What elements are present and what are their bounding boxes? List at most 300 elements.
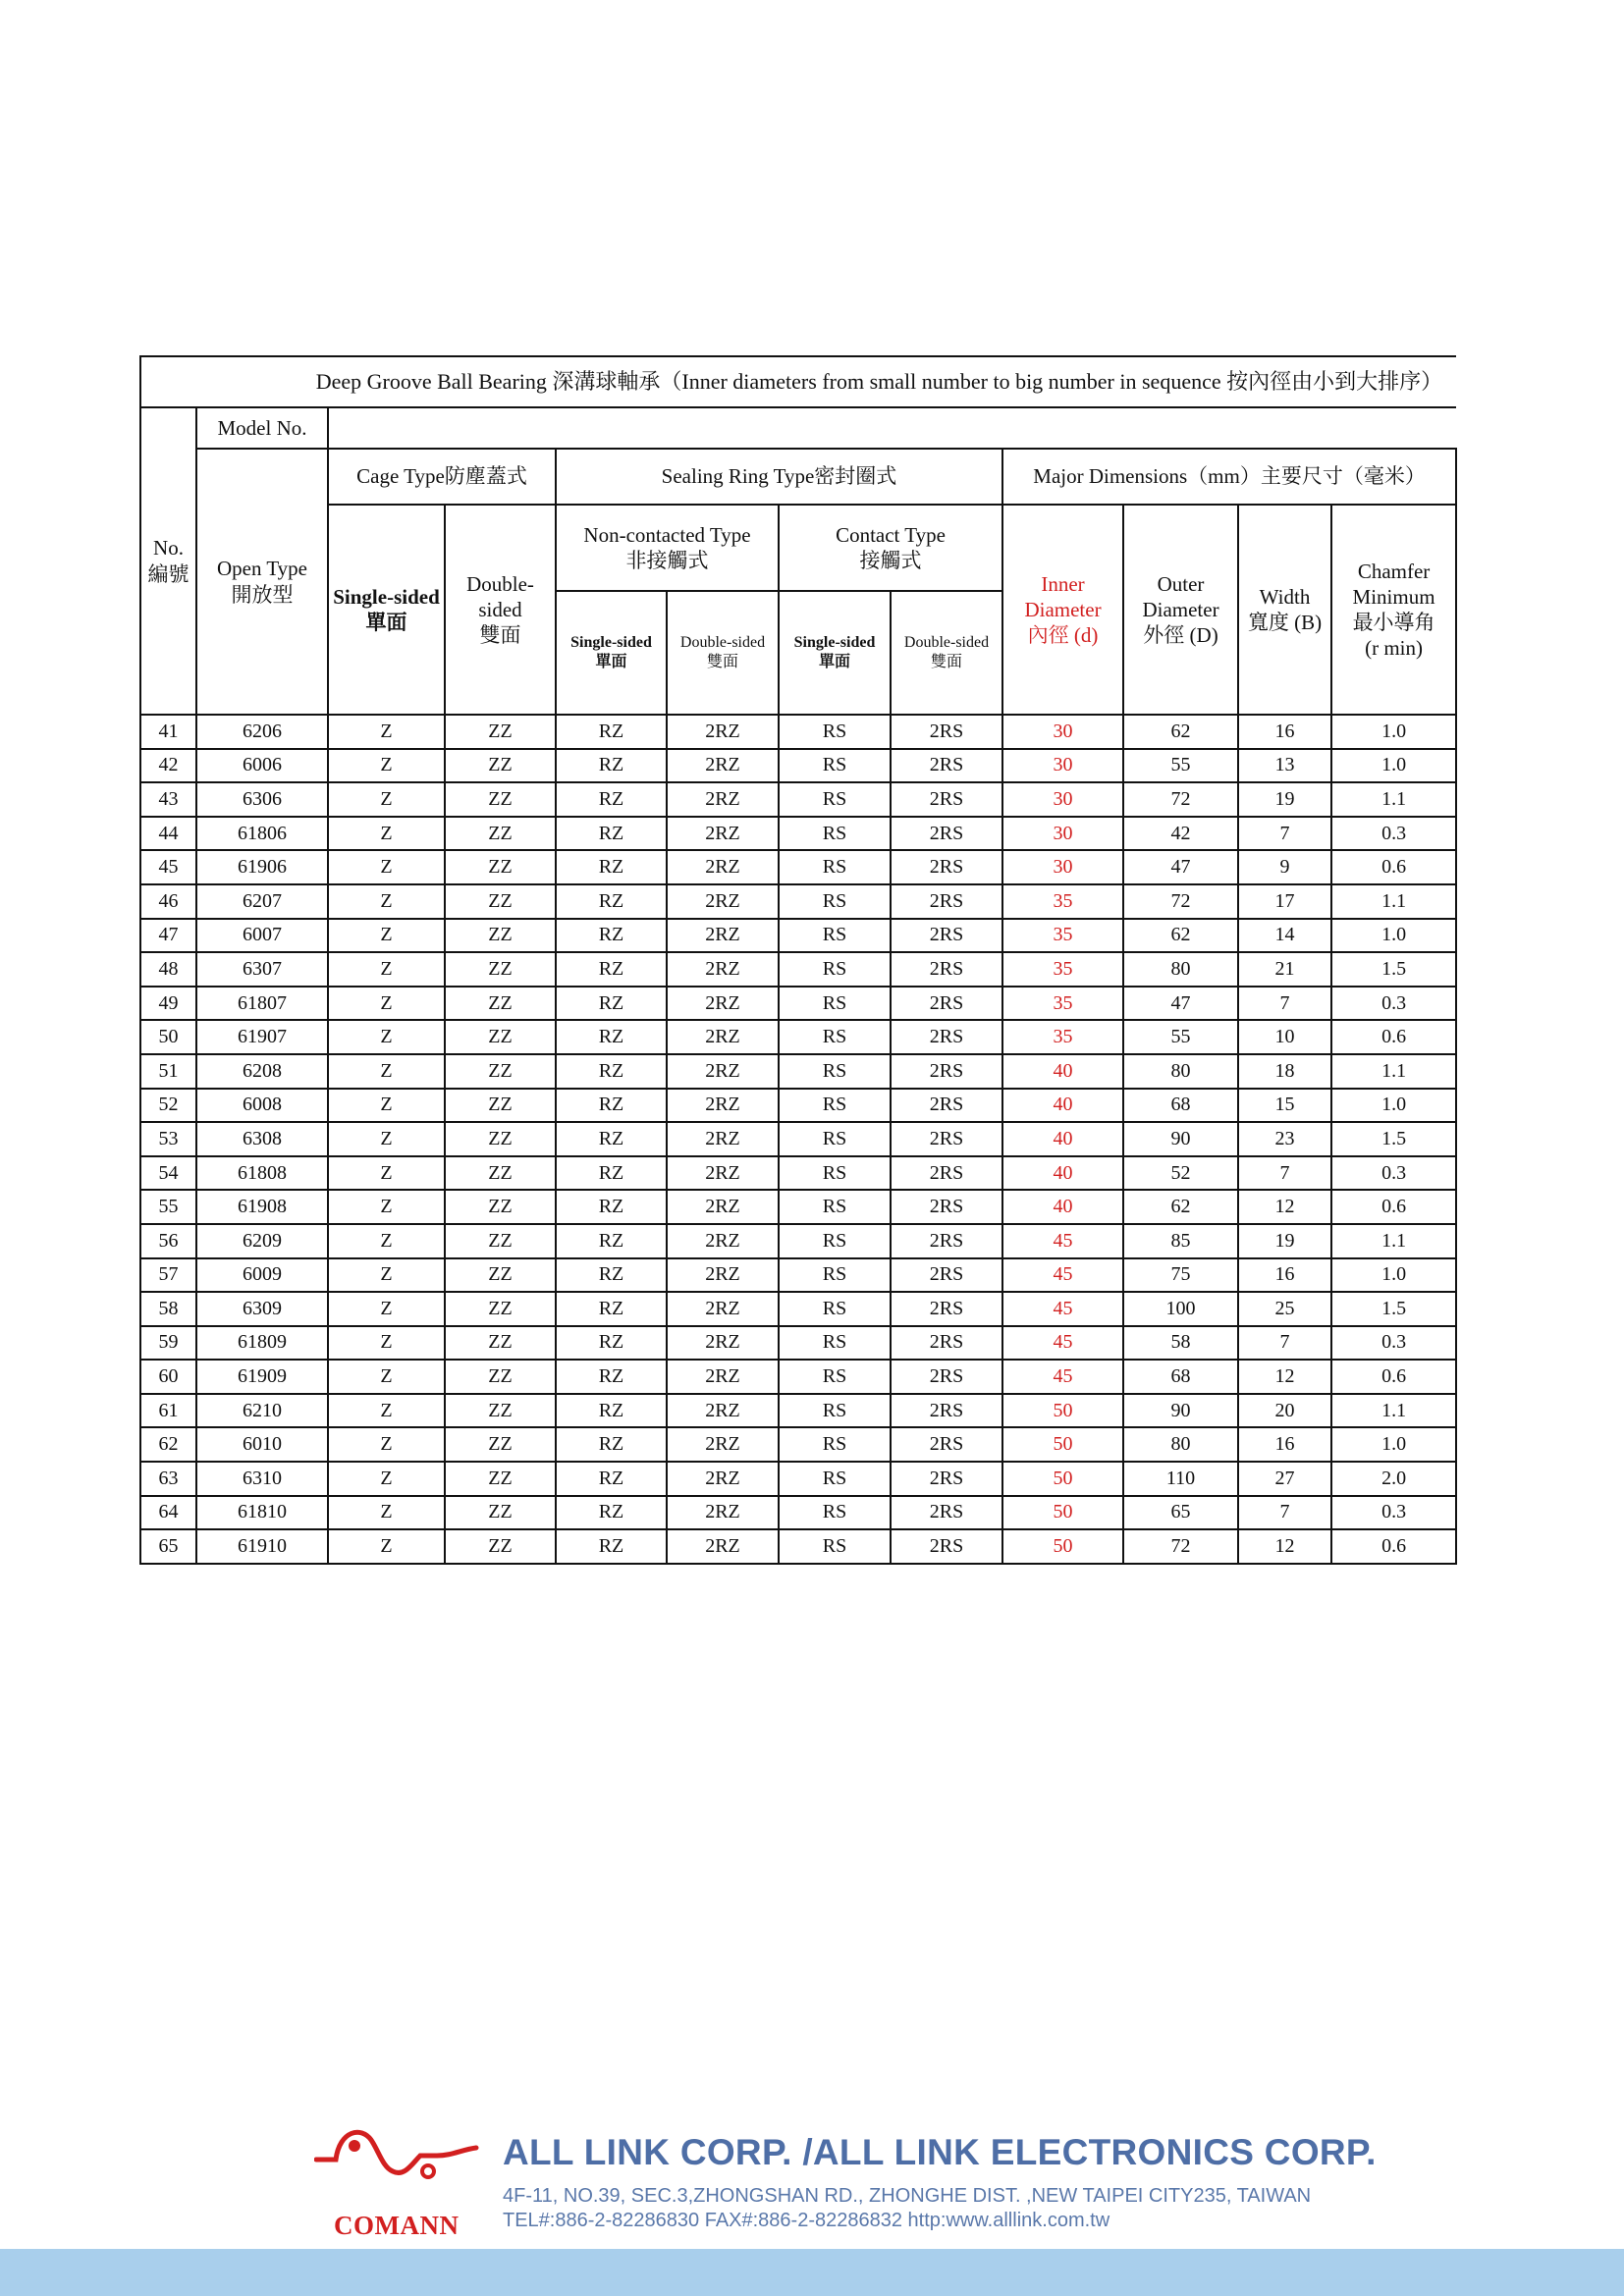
header-no-zh: 編號	[147, 561, 189, 586]
table-cell: RZ	[556, 850, 667, 884]
table-cell: 2RZ	[667, 952, 779, 987]
table-cell: 1.5	[1331, 1292, 1456, 1326]
table-cell: 50	[1002, 1529, 1123, 1564]
table-cell: 45	[1002, 1360, 1123, 1394]
header-outer-2: Diameter	[1142, 597, 1219, 621]
table-row	[140, 1089, 1456, 1123]
table-cell: 110	[1123, 1462, 1238, 1496]
table-cell: 6210	[196, 1394, 328, 1428]
header-chamfer-2: Minimum	[1352, 584, 1435, 609]
table-cell: 20	[1238, 1394, 1331, 1428]
table-cell: 6008	[196, 1089, 328, 1123]
table-cell: 12	[1238, 1529, 1331, 1564]
table-cell: 30	[1002, 782, 1123, 817]
table-cell: 7	[1238, 1156, 1331, 1191]
table-cell: ZZ	[445, 1427, 556, 1462]
table-cell: 0.6	[1331, 850, 1456, 884]
header-cage-double-en: Double-sided	[466, 571, 534, 621]
table-cell: 2RZ	[667, 1156, 779, 1191]
table-cell: 63	[140, 1462, 196, 1496]
header-cage-single-zh: 單面	[365, 611, 407, 634]
table-cell: RZ	[556, 884, 667, 919]
table-cell: RS	[779, 1054, 891, 1089]
table-cell: Z	[328, 1258, 445, 1293]
company-address: 4F-11, NO.39, SEC.3,ZHONGSHAN RD., ZHONGHE DIST. ,NEW TAIPEI CITY235, TAIWAN	[503, 2185, 1312, 2207]
table-cell: ZZ	[445, 1360, 556, 1394]
table-cell: 2RZ	[667, 1427, 779, 1462]
table-cell: 0.3	[1331, 987, 1456, 1021]
table-cell: 62	[140, 1427, 196, 1462]
table-cell: 48	[140, 952, 196, 987]
header-no-en: No.	[153, 536, 184, 561]
table-cell: Z	[328, 1224, 445, 1258]
table-cell: 2RS	[891, 1427, 1002, 1462]
table-cell: ZZ	[445, 1496, 556, 1530]
table-cell: 80	[1123, 952, 1238, 987]
table-cell: 2RS	[891, 1122, 1002, 1156]
table-cell: 19	[1238, 1224, 1331, 1258]
header-inner-2: Diameter	[1024, 597, 1102, 621]
table-cell: 47	[140, 919, 196, 953]
table-cell: 68	[1123, 1089, 1238, 1123]
table-cell: 12	[1238, 1360, 1331, 1394]
table-cell: Z	[328, 952, 445, 987]
table-cell: ZZ	[445, 817, 556, 851]
table-cell: Z	[328, 1156, 445, 1191]
table-cell: 6207	[196, 884, 328, 919]
table-cell: 6308	[196, 1122, 328, 1156]
table-cell: 9	[1238, 850, 1331, 884]
table-cell: 7	[1238, 987, 1331, 1021]
table-cell: 1.1	[1331, 1394, 1456, 1428]
table-cell: RS	[779, 987, 891, 1021]
table-cell: 6307	[196, 952, 328, 987]
table-cell: RS	[779, 715, 891, 749]
table-row	[140, 952, 1456, 987]
table-cell: 43	[140, 782, 196, 817]
table-cell: 1.0	[1331, 1427, 1456, 1462]
header-cage-single	[328, 505, 445, 715]
table-cell: ZZ	[445, 1190, 556, 1224]
table-cell: 16	[1238, 1258, 1331, 1293]
table-cell: 62	[1123, 1190, 1238, 1224]
table-cell: 85	[1123, 1224, 1238, 1258]
table-cell: Z	[328, 1326, 445, 1361]
table-cell: 0.6	[1331, 1529, 1456, 1564]
table-cell: 27	[1238, 1462, 1331, 1496]
header-contact-zh: 接觸式	[859, 549, 922, 572]
table-row	[140, 715, 1456, 749]
header-model-no: Model No.	[196, 407, 328, 449]
table-cell: 65	[140, 1529, 196, 1564]
header-open-type	[196, 449, 328, 715]
table-cell: 10	[1238, 1020, 1331, 1054]
table-cell: 72	[1123, 884, 1238, 919]
table-cell: 55	[1123, 749, 1238, 783]
table-cell: Z	[328, 1529, 445, 1564]
table-cell: 64	[140, 1496, 196, 1530]
header-outer-3: 外徑 (D)	[1143, 623, 1218, 648]
header-contact-en: Contact Type	[836, 522, 946, 547]
header-chamfer	[1331, 505, 1456, 715]
table-cell: 2RZ	[667, 884, 779, 919]
table-cell: 2RS	[891, 1224, 1002, 1258]
table-cell: Z	[328, 919, 445, 953]
table-row	[140, 1394, 1456, 1428]
table-cell: 18	[1238, 1054, 1331, 1089]
table-cell: 80	[1123, 1427, 1238, 1462]
table-cell: Z	[328, 1020, 445, 1054]
table-cell: 90	[1123, 1394, 1238, 1428]
table-cell: 0.3	[1331, 1326, 1456, 1361]
table-cell: ZZ	[445, 1156, 556, 1191]
table-cell: 56	[140, 1224, 196, 1258]
table-row	[140, 1427, 1456, 1462]
header-width-2: 寬度 (B)	[1247, 611, 1323, 634]
table-cell: 55	[1123, 1020, 1238, 1054]
table-cell: 30	[1002, 715, 1123, 749]
table-cell: Z	[328, 1122, 445, 1156]
header-contact-double-en: Double-sided	[903, 634, 990, 651]
header-noncontact-single-zh: 單面	[595, 654, 627, 670]
table-cell: 61806	[196, 817, 328, 851]
table-cell: RZ	[556, 1360, 667, 1394]
header-noncontact-double	[667, 591, 779, 715]
header-inner-diameter	[1002, 505, 1123, 715]
table-cell: 47	[1123, 850, 1238, 884]
table-cell: Z	[328, 1054, 445, 1089]
table-cell: 1.0	[1331, 919, 1456, 953]
table-cell: 58	[140, 1292, 196, 1326]
table-cell: 40	[1002, 1190, 1123, 1224]
table-cell: Z	[328, 884, 445, 919]
table-cell: 68	[1123, 1360, 1238, 1394]
table-cell: 25	[1238, 1292, 1331, 1326]
table-cell: 2RZ	[667, 1360, 779, 1394]
header-width-1: Width	[1259, 584, 1311, 609]
table-cell: ZZ	[445, 1089, 556, 1123]
table-cell: 57	[140, 1258, 196, 1293]
table-cell: RS	[779, 1360, 891, 1394]
header-noncontact-single	[556, 591, 667, 715]
table-cell: RS	[779, 1020, 891, 1054]
table-row	[140, 987, 1456, 1021]
table-cell: 23	[1238, 1122, 1331, 1156]
table-cell: RZ	[556, 1394, 667, 1428]
header-open-type-zh: 開放型	[231, 582, 294, 607]
table-row	[140, 1054, 1456, 1089]
table-cell: 12	[1238, 1190, 1331, 1224]
table-cell: 35	[1002, 987, 1123, 1021]
table-cell: 61807	[196, 987, 328, 1021]
table-cell: 1.0	[1331, 749, 1456, 783]
table-cell: 45	[1002, 1258, 1123, 1293]
table-cell: 14	[1238, 919, 1331, 953]
table-row	[140, 1258, 1456, 1293]
table-cell: 61910	[196, 1529, 328, 1564]
table-cell: 50	[1002, 1427, 1123, 1462]
table-cell: RZ	[556, 1089, 667, 1123]
table-cell: 61809	[196, 1326, 328, 1361]
table-row	[140, 1529, 1456, 1564]
table-cell: RZ	[556, 919, 667, 953]
table-cell: RS	[779, 952, 891, 987]
table-cell: Z	[328, 1089, 445, 1123]
header-inner-1: Inner	[1041, 571, 1085, 596]
table-cell: 2RZ	[667, 1122, 779, 1156]
company-name: ALL LINK CORP. /ALL LINK ELECTRONICS CORP.	[503, 2132, 1377, 2172]
table-cell: 62	[1123, 715, 1238, 749]
table-cell: 42	[140, 749, 196, 783]
header-non-contacted-zh: 非接觸式	[625, 549, 709, 572]
header-contact-single-zh: 單面	[818, 654, 850, 670]
table-cell: 1.0	[1331, 1258, 1456, 1293]
table-cell: 2RS	[891, 749, 1002, 783]
table-cell: Z	[328, 1360, 445, 1394]
table-cell: Z	[328, 850, 445, 884]
table-cell: 35	[1002, 1020, 1123, 1054]
header-no	[140, 407, 196, 715]
table-cell: 16	[1238, 1427, 1331, 1462]
table-row	[140, 1190, 1456, 1224]
table-cell: 72	[1123, 1529, 1238, 1564]
table-cell: 40	[1002, 1054, 1123, 1089]
table-row	[140, 817, 1456, 851]
table-cell: RS	[779, 782, 891, 817]
table-cell: 58	[1123, 1326, 1238, 1361]
table-cell: 40	[1002, 1089, 1123, 1123]
table-cell: 2RS	[891, 1156, 1002, 1191]
table-cell: RZ	[556, 817, 667, 851]
table-cell: 2RS	[891, 919, 1002, 953]
table-cell: 40	[1002, 1122, 1123, 1156]
table-cell: 52	[140, 1089, 196, 1123]
table-cell: RZ	[556, 1326, 667, 1361]
table-cell: Z	[328, 817, 445, 851]
table-cell: RS	[779, 1326, 891, 1361]
table-cell: 7	[1238, 1326, 1331, 1361]
table-cell: 30	[1002, 749, 1123, 783]
table-cell: 1.1	[1331, 1224, 1456, 1258]
table-cell: RS	[779, 1190, 891, 1224]
table-cell: ZZ	[445, 715, 556, 749]
table-cell: 62	[1123, 919, 1238, 953]
table-cell: 1.5	[1331, 952, 1456, 987]
table-cell: 2RZ	[667, 1394, 779, 1428]
table-cell: 35	[1002, 919, 1123, 953]
table-cell: RS	[779, 1462, 891, 1496]
table-cell: Z	[328, 1462, 445, 1496]
header-cage-single-en: Single-sided	[333, 584, 440, 609]
table-cell: 2RS	[891, 1462, 1002, 1496]
table-cell: 2RZ	[667, 1054, 779, 1089]
header-blank	[328, 407, 1456, 449]
table-cell: RZ	[556, 987, 667, 1021]
table-cell: RS	[779, 749, 891, 783]
table-cell: 7	[1238, 1496, 1331, 1530]
table-cell: 54	[140, 1156, 196, 1191]
table-cell: 50	[1002, 1496, 1123, 1530]
table-cell: 2RZ	[667, 1190, 779, 1224]
table-cell: 2RZ	[667, 850, 779, 884]
table-cell: 2RZ	[667, 1529, 779, 1564]
table-cell: 2RS	[891, 952, 1002, 987]
table-cell: ZZ	[445, 919, 556, 953]
table-cell: RZ	[556, 1427, 667, 1462]
header-sealing-ring-type: Sealing Ring Type密封圈式	[556, 449, 1002, 505]
header-noncontact-single-en: Single-sided	[570, 634, 652, 651]
table-cell: 2RZ	[667, 1292, 779, 1326]
table-cell: 0.6	[1331, 1190, 1456, 1224]
table-cell: ZZ	[445, 850, 556, 884]
header-cage-double-zh: 雙面	[479, 623, 521, 648]
bearing-table-container	[139, 355, 1455, 1565]
table-cell: 6209	[196, 1224, 328, 1258]
table-cell: 2RS	[891, 715, 1002, 749]
header-outer-diameter	[1123, 505, 1238, 715]
table-cell: 6010	[196, 1427, 328, 1462]
table-cell: ZZ	[445, 1529, 556, 1564]
table-cell: ZZ	[445, 1258, 556, 1293]
table-cell: 6009	[196, 1258, 328, 1293]
table-cell: 2RS	[891, 850, 1002, 884]
table-cell: RZ	[556, 1292, 667, 1326]
table-cell: RS	[779, 1156, 891, 1191]
table-cell: 0.3	[1331, 1496, 1456, 1530]
table-cell: 45	[1002, 1326, 1123, 1361]
table-cell: RZ	[556, 749, 667, 783]
table-cell: RS	[779, 850, 891, 884]
table-cell: 2RS	[891, 817, 1002, 851]
table-cell: 0.6	[1331, 1360, 1456, 1394]
table-cell: 2RZ	[667, 1496, 779, 1530]
table-cell: 90	[1123, 1122, 1238, 1156]
table-cell: 2RZ	[667, 1462, 779, 1496]
table-cell: 2RZ	[667, 1326, 779, 1361]
table-title: Deep Groove Ball Bearing 深溝球軸承（Inner diameters from small number to big number in sequence 按內徑由小到大排序）	[140, 356, 1456, 407]
table-cell: RZ	[556, 1020, 667, 1054]
table-cell: RZ	[556, 1190, 667, 1224]
table-cell: RS	[779, 1089, 891, 1123]
table-cell: 30	[1002, 850, 1123, 884]
table-cell: RS	[779, 919, 891, 953]
table-cell: 2RZ	[667, 817, 779, 851]
header-chamfer-4: (r min)	[1365, 636, 1424, 661]
table-cell: 35	[1002, 884, 1123, 919]
table-cell: 46	[140, 884, 196, 919]
table-cell: ZZ	[445, 1326, 556, 1361]
table-cell: Z	[328, 1394, 445, 1428]
table-row	[140, 1462, 1456, 1496]
table-cell: 6007	[196, 919, 328, 953]
table-cell: RZ	[556, 1122, 667, 1156]
footer-bar	[0, 2249, 1624, 2296]
table-cell: 65	[1123, 1496, 1238, 1530]
table-cell: 2RZ	[667, 749, 779, 783]
table-cell: 1.0	[1331, 715, 1456, 749]
table-cell: RS	[779, 884, 891, 919]
table-cell: ZZ	[445, 1224, 556, 1258]
table-cell: 0.6	[1331, 1020, 1456, 1054]
table-cell: 45	[140, 850, 196, 884]
table-cell: 47	[1123, 987, 1238, 1021]
table-cell: 61907	[196, 1020, 328, 1054]
table-cell: 45	[1002, 1224, 1123, 1258]
table-cell: RS	[779, 1496, 891, 1530]
table-cell: 6309	[196, 1292, 328, 1326]
table-cell: 61808	[196, 1156, 328, 1191]
table-row	[140, 749, 1456, 783]
header-cage-type: Cage Type防塵蓋式	[328, 449, 556, 505]
header-width	[1238, 505, 1331, 715]
table-cell: 51	[140, 1054, 196, 1089]
table-cell: 1.0	[1331, 1089, 1456, 1123]
table-cell: 60	[140, 1360, 196, 1394]
table-cell: 2RZ	[667, 987, 779, 1021]
table-cell: RZ	[556, 1224, 667, 1258]
table-row	[140, 884, 1456, 919]
table-cell: 100	[1123, 1292, 1238, 1326]
table-cell: 2RS	[891, 1089, 1002, 1123]
table-cell: RZ	[556, 1054, 667, 1089]
table-cell: ZZ	[445, 987, 556, 1021]
table-cell: 61909	[196, 1360, 328, 1394]
table-cell: ZZ	[445, 1394, 556, 1428]
table-cell: RZ	[556, 782, 667, 817]
table-cell: 2.0	[1331, 1462, 1456, 1496]
header-noncontact-double-en: Double-sided	[679, 634, 766, 651]
table-cell: 2RZ	[667, 715, 779, 749]
table-cell: 80	[1123, 1054, 1238, 1089]
header-contact	[779, 505, 1002, 591]
table-cell: RS	[779, 1258, 891, 1293]
table-cell: ZZ	[445, 749, 556, 783]
header-inner-3: 內徑 (d)	[1027, 623, 1099, 648]
table-cell: Z	[328, 1190, 445, 1224]
table-cell: RZ	[556, 715, 667, 749]
table-cell: Z	[328, 715, 445, 749]
table-cell: ZZ	[445, 782, 556, 817]
table-cell: RZ	[556, 1462, 667, 1496]
header-contact-double-zh: 雙面	[930, 654, 962, 670]
table-cell: 15	[1238, 1089, 1331, 1123]
header-noncontact-double-zh: 雙面	[706, 654, 738, 670]
table-cell: 2RS	[891, 1394, 1002, 1428]
header-chamfer-1: Chamfer	[1357, 559, 1431, 583]
table-cell: 1.5	[1331, 1122, 1456, 1156]
header-non-contacted	[556, 505, 779, 591]
table-cell: ZZ	[445, 884, 556, 919]
table-cell: 30	[1002, 817, 1123, 851]
table-cell: 2RS	[891, 782, 1002, 817]
table-cell: 6208	[196, 1054, 328, 1089]
table-cell: 2RZ	[667, 1258, 779, 1293]
header-open-type-en: Open Type	[216, 557, 308, 581]
header-contact-single-en: Single-sided	[793, 634, 876, 651]
table-cell: 2RS	[891, 1529, 1002, 1564]
table-cell: 7	[1238, 817, 1331, 851]
table-cell: RZ	[556, 1156, 667, 1191]
table-cell: 6306	[196, 782, 328, 817]
table-row	[140, 782, 1456, 817]
table-cell: 6206	[196, 715, 328, 749]
table-row	[140, 1496, 1456, 1530]
table-cell: 2RS	[891, 1496, 1002, 1530]
table-cell: 2RS	[891, 1258, 1002, 1293]
table-cell: 75	[1123, 1258, 1238, 1293]
bearing-spec-table	[139, 355, 1457, 1565]
table-cell: 2RS	[891, 1054, 1002, 1089]
